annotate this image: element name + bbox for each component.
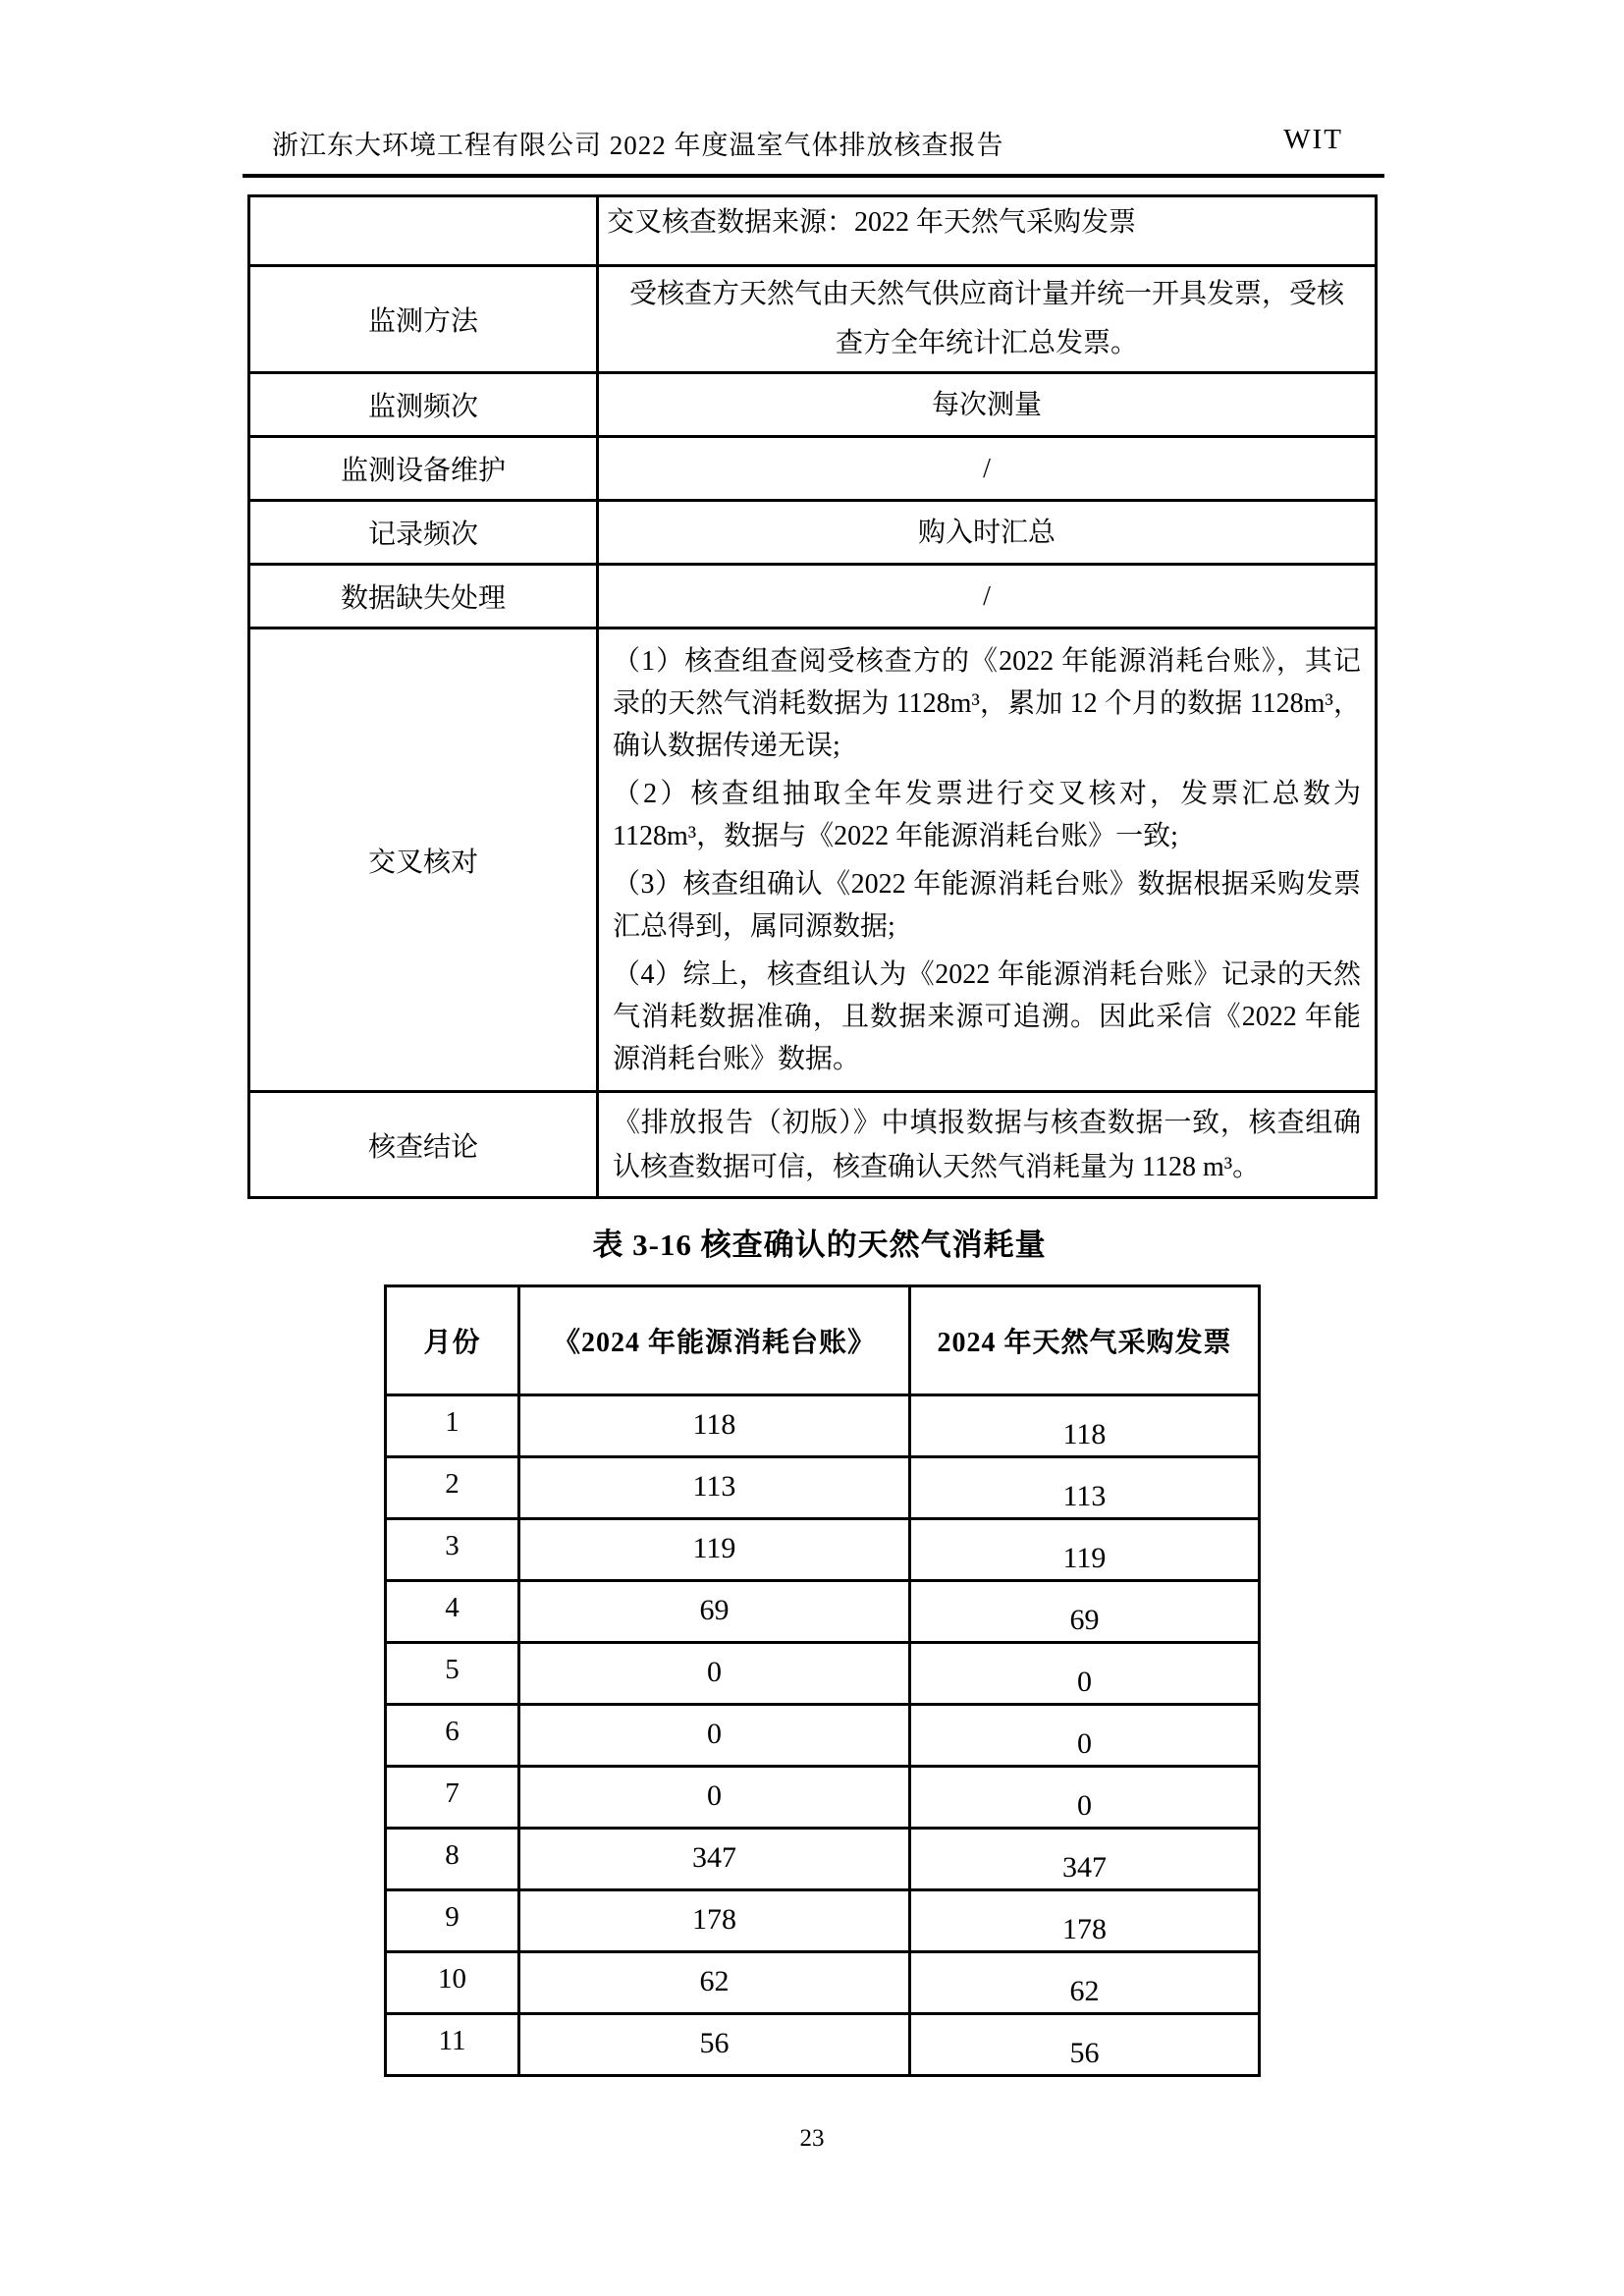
cross-check-paragraph: （2）核查组抽取全年发票进行交叉核对，发票汇总数为 1128m³，数据与《2022 年能源消耗台账》一致;: [613, 778, 1361, 851]
consumption-data-row: [386, 1767, 1260, 1829]
ledger-value-cell: 62: [519, 1952, 910, 2014]
header-rule: [243, 174, 1384, 178]
consumption-data-row: [386, 1829, 1260, 1890]
month-cell: 1: [386, 1395, 519, 1457]
invoice-value-cell: 113: [910, 1457, 1260, 1519]
monitoring-row-value: /: [598, 565, 1377, 629]
consumption-data-row: [386, 1581, 1260, 1643]
monitoring-row-value: [598, 629, 1377, 1092]
ledger-value-cell: 0: [519, 1643, 910, 1705]
monitoring-row-label: 核查结论: [249, 1092, 598, 1198]
invoice-value-cell: 118: [910, 1395, 1260, 1457]
consumption-data-row: [386, 2014, 1260, 2076]
monitoring-row-value: 受核查方天然气由天然气供应商计量并统一开具发票，受核查方全年统计汇总发票。: [598, 266, 1377, 373]
cross-check-paragraph: （4）综上，核查组认为《2022 年能源消耗台账》记录的天然气消耗数据准确，且数据来源可追溯。因此采信《2022 年能源消耗台账》数据。: [613, 958, 1361, 1074]
invoice-header-cell: 2024 年天然气采购发票: [910, 1286, 1260, 1395]
ledger-value-cell: 119: [519, 1519, 910, 1581]
page-number: 23: [799, 2125, 825, 2152]
invoice-value-cell: 0: [910, 1643, 1260, 1705]
ledger-value-cell: 178: [519, 1890, 910, 1952]
month-cell: 2: [386, 1457, 519, 1519]
consumption-table: [384, 1285, 1261, 2077]
monitoring-row: [249, 373, 1377, 437]
monitoring-row-label: 数据缺失处理: [249, 565, 598, 629]
header-logo-text: WIT: [1283, 124, 1343, 155]
month-cell: 3: [386, 1519, 519, 1581]
monitoring-row-label: 监测设备维护: [249, 437, 598, 501]
invoice-value-cell: 56: [910, 2014, 1260, 2076]
monitoring-table: [247, 194, 1378, 1199]
monitoring-row-value: 购入时汇总: [598, 501, 1377, 565]
invoice-value-cell: 69: [910, 1581, 1260, 1643]
monitoring-row: [249, 565, 1377, 629]
monitoring-row-label: 监测频次: [249, 373, 598, 437]
ledger-value-cell: 0: [519, 1705, 910, 1767]
monitoring-row: [249, 501, 1377, 565]
ledger-value-cell: 0: [519, 1767, 910, 1829]
monitoring-row-value: /: [598, 437, 1377, 501]
monitoring-table-body: [249, 196, 1377, 1198]
monitoring-row-label: [249, 196, 598, 266]
month-cell: 6: [386, 1705, 519, 1767]
month-cell: 11: [386, 2014, 519, 2076]
month-cell: 5: [386, 1643, 519, 1705]
month-cell: 9: [386, 1890, 519, 1952]
ledger-value-cell: 113: [519, 1457, 910, 1519]
ledger-value-cell: 118: [519, 1395, 910, 1457]
invoice-value-cell: 0: [910, 1705, 1260, 1767]
cross-check-paragraph: （3）核查组确认《2022 年能源消耗台账》数据根据采购发票汇总得到，属同源数据;: [613, 868, 1361, 942]
consumption-data-row: [386, 1457, 1260, 1519]
monitoring-row-value: 《排放报告（初版）》中填报数据与核查数据一致，核查组确认核查数据可信，核查确认天然气消耗量为 1128 m³。: [598, 1092, 1377, 1198]
cross-check-paragraph: （1）核查组查阅受核查方的《2022 年能源消耗台账》，其记录的天然气消耗数据为 1128m³，累加 12 个月的数据 1128m³，确认数据传递无误;: [613, 645, 1361, 761]
ledger-value-cell: 69: [519, 1581, 910, 1643]
invoice-value-cell: 347: [910, 1829, 1260, 1890]
monitoring-row-label: 监测方法: [249, 266, 598, 373]
ledger-value-cell: 56: [519, 2014, 910, 2076]
consumption-header-row: [386, 1286, 1260, 1395]
consumption-data-row: [386, 1519, 1260, 1581]
invoice-value-cell: 178: [910, 1890, 1260, 1952]
invoice-value-cell: 62: [910, 1952, 1260, 2014]
page-header: [243, 124, 1384, 165]
consumption-data-row: [386, 1890, 1260, 1952]
month-header-cell: 月份: [386, 1286, 519, 1395]
invoice-value-cell: 0: [910, 1767, 1260, 1829]
monitoring-row-label: 交叉核对: [249, 629, 598, 1092]
month-cell: 10: [386, 1952, 519, 2014]
monitoring-row: [249, 196, 1377, 266]
month-cell: 8: [386, 1829, 519, 1890]
table-3-16-caption: 表 3-16 核查确认的天然气消耗量: [592, 1228, 1047, 1262]
ledger-header-cell: 《2024 年能源消耗台账》: [519, 1286, 910, 1395]
monitoring-row-value: 交叉核查数据来源：2022 年天然气采购发票: [598, 196, 1377, 266]
consumption-data-row: [386, 1395, 1260, 1457]
month-cell: 4: [386, 1581, 519, 1643]
monitoring-row: [249, 266, 1377, 373]
monitoring-row: [249, 1092, 1377, 1198]
monitoring-row-label: 记录频次: [249, 501, 598, 565]
monitoring-row-value: 每次测量: [598, 373, 1377, 437]
consumption-table-body: [386, 1286, 1260, 2076]
consumption-data-row: [386, 1705, 1260, 1767]
ledger-value-cell: 347: [519, 1829, 910, 1890]
invoice-value-cell: 119: [910, 1519, 1260, 1581]
consumption-data-row: [386, 1643, 1260, 1705]
monitoring-row: [249, 629, 1377, 1092]
month-cell: 7: [386, 1767, 519, 1829]
header-title: 浙江东大环境工程有限公司 2022 年度温室气体排放核查报告: [272, 131, 1004, 160]
consumption-data-row: [386, 1952, 1260, 2014]
monitoring-row: [249, 437, 1377, 501]
